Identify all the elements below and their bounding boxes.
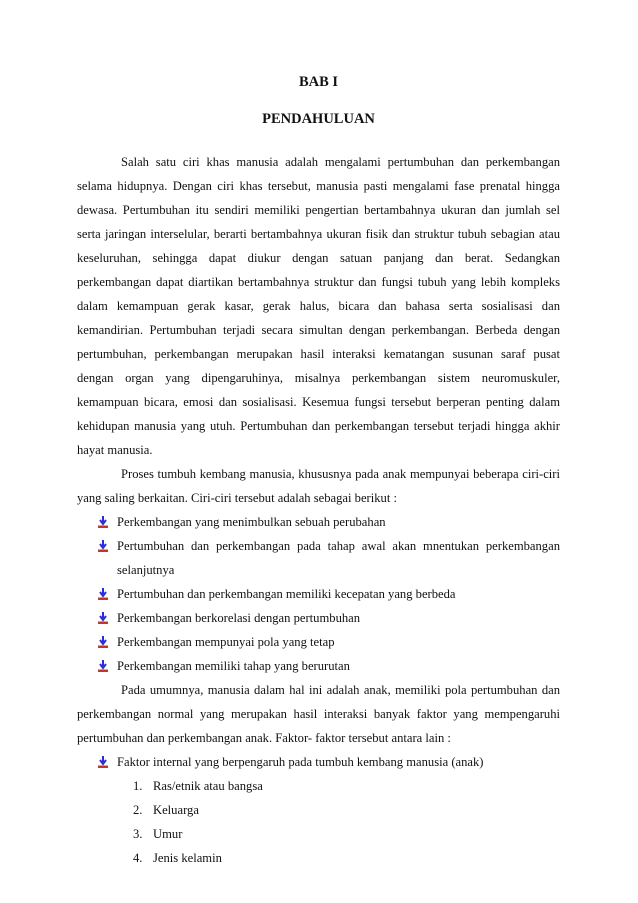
list-item: [97, 534, 560, 582]
arrow-bullet-icon: [97, 636, 109, 648]
list-item-text: Perkembangan mempunyai pola yang tetap: [117, 635, 335, 649]
arrow-bullet-icon: [97, 588, 109, 600]
list-item: [133, 774, 560, 798]
list-item: [97, 630, 560, 654]
arrow-bullet-icon: [97, 660, 109, 672]
chapter-title: PENDAHULUAN: [262, 111, 375, 127]
list-item-text: Perkembangan berkorelasi dengan pertumbuhan: [117, 611, 361, 625]
list-item-text: Ras/etnik atau bangsa: [153, 779, 263, 793]
list-item-text: Pertumbuhan dan perkembangan pada tahap awal akan mnentukan perkembangan selanjutnya: [117, 539, 560, 577]
internal-factors-list: [77, 774, 560, 870]
list-item: [97, 582, 560, 606]
list-number: 2.: [133, 803, 143, 817]
factor-list: [77, 750, 560, 774]
list-item-text: Perkembangan yang menimbulkan sebuah perubahan: [117, 515, 386, 529]
paragraph-intro: Salah satu ciri khas manusia adalah mengalami pertumbuhan dan perkembangan selama hidupnya. Dengan ciri khas tersebut, manusia pasti mengalami fase prenatal hingga dewasa. Pertumbuhan itu sendiri memiliki pengertian bertambahnya ukuran dan jumlah sel serta jaringan interselular, berarti bertambahnya ukuran fisik dan struktur tubuh sebagian atau keseluruhan, sehingga dapat diukur dengan satuan panjang dan berat. Sedangkan perkembangan dapat diartikan bertambahnya struktur dan fungsi tubuh yang lebih kompleks dalam kemampuan gerak kasar, gerak halus, bicara dan bahasa serta sosialisasi dan kemandirian. Pertumbuhan terjadi secara simultan dengan perkembangan. Berbeda dengan pertumbuhan, perkembangan merupakan hasil interaksi kematangan susunan saraf pusat dengan organ yang dipengaruhinya, misalnya perkembangan sistem neuromuskuler, kemampuan bicara, emosi dan sosialisasi. Kesemua fungsi tersebut berperan penting dalam kehidupan manusia yang utuh. Pertumbuhan dan perkembangan tersebut terjadi hingga akhir hayat manusia.: [77, 155, 560, 457]
arrow-bullet-icon: [97, 516, 109, 528]
list-number: 4.: [133, 851, 143, 865]
list-number: 3.: [133, 827, 143, 841]
list-item: [97, 654, 560, 678]
list-item: [97, 750, 560, 774]
list-item-text: Umur: [153, 827, 183, 841]
list-item-text: Jenis kelamin: [153, 851, 222, 865]
list-item: [97, 606, 560, 630]
list-item-text: Perkembangan memiliki tahap yang berurutan: [117, 659, 350, 673]
chapter-label: BAB I: [298, 74, 339, 90]
arrow-bullet-icon: [97, 540, 109, 552]
paragraph-characteristics: Proses tumbuh kembang manusia, khususnya pada anak mempunyai beberapa ciri-ciri yang saling berkaitan. Ciri-ciri tersebut adalah sebagai berikut :: [77, 467, 560, 505]
list-item-text: Pertumbuhan dan perkembangan memiliki kecepatan yang berbeda: [117, 587, 456, 601]
list-item-text: Keluarga: [153, 803, 199, 817]
list-item: [97, 510, 560, 534]
list-item: [133, 822, 560, 846]
document-body: [77, 150, 560, 870]
factor-heading: Faktor internal yang berpengaruh pada tumbuh kembang manusia (anak): [117, 755, 484, 769]
paragraph-factors: Pada umumnya, manusia dalam hal ini adalah anak, memiliki pola pertumbuhan dan perkembangan normal yang merupakan hasil interaksi banyak faktor yang mempengaruhi pertumbuhan dan perkembangan anak. Faktor- faktor tersebut antara lain :: [77, 683, 560, 745]
list-item: [133, 798, 560, 822]
list-number: 1.: [133, 779, 143, 793]
characteristics-list: [77, 510, 560, 678]
list-item: [133, 846, 560, 870]
arrow-bullet-icon: [97, 756, 109, 768]
arrow-bullet-icon: [97, 612, 109, 624]
